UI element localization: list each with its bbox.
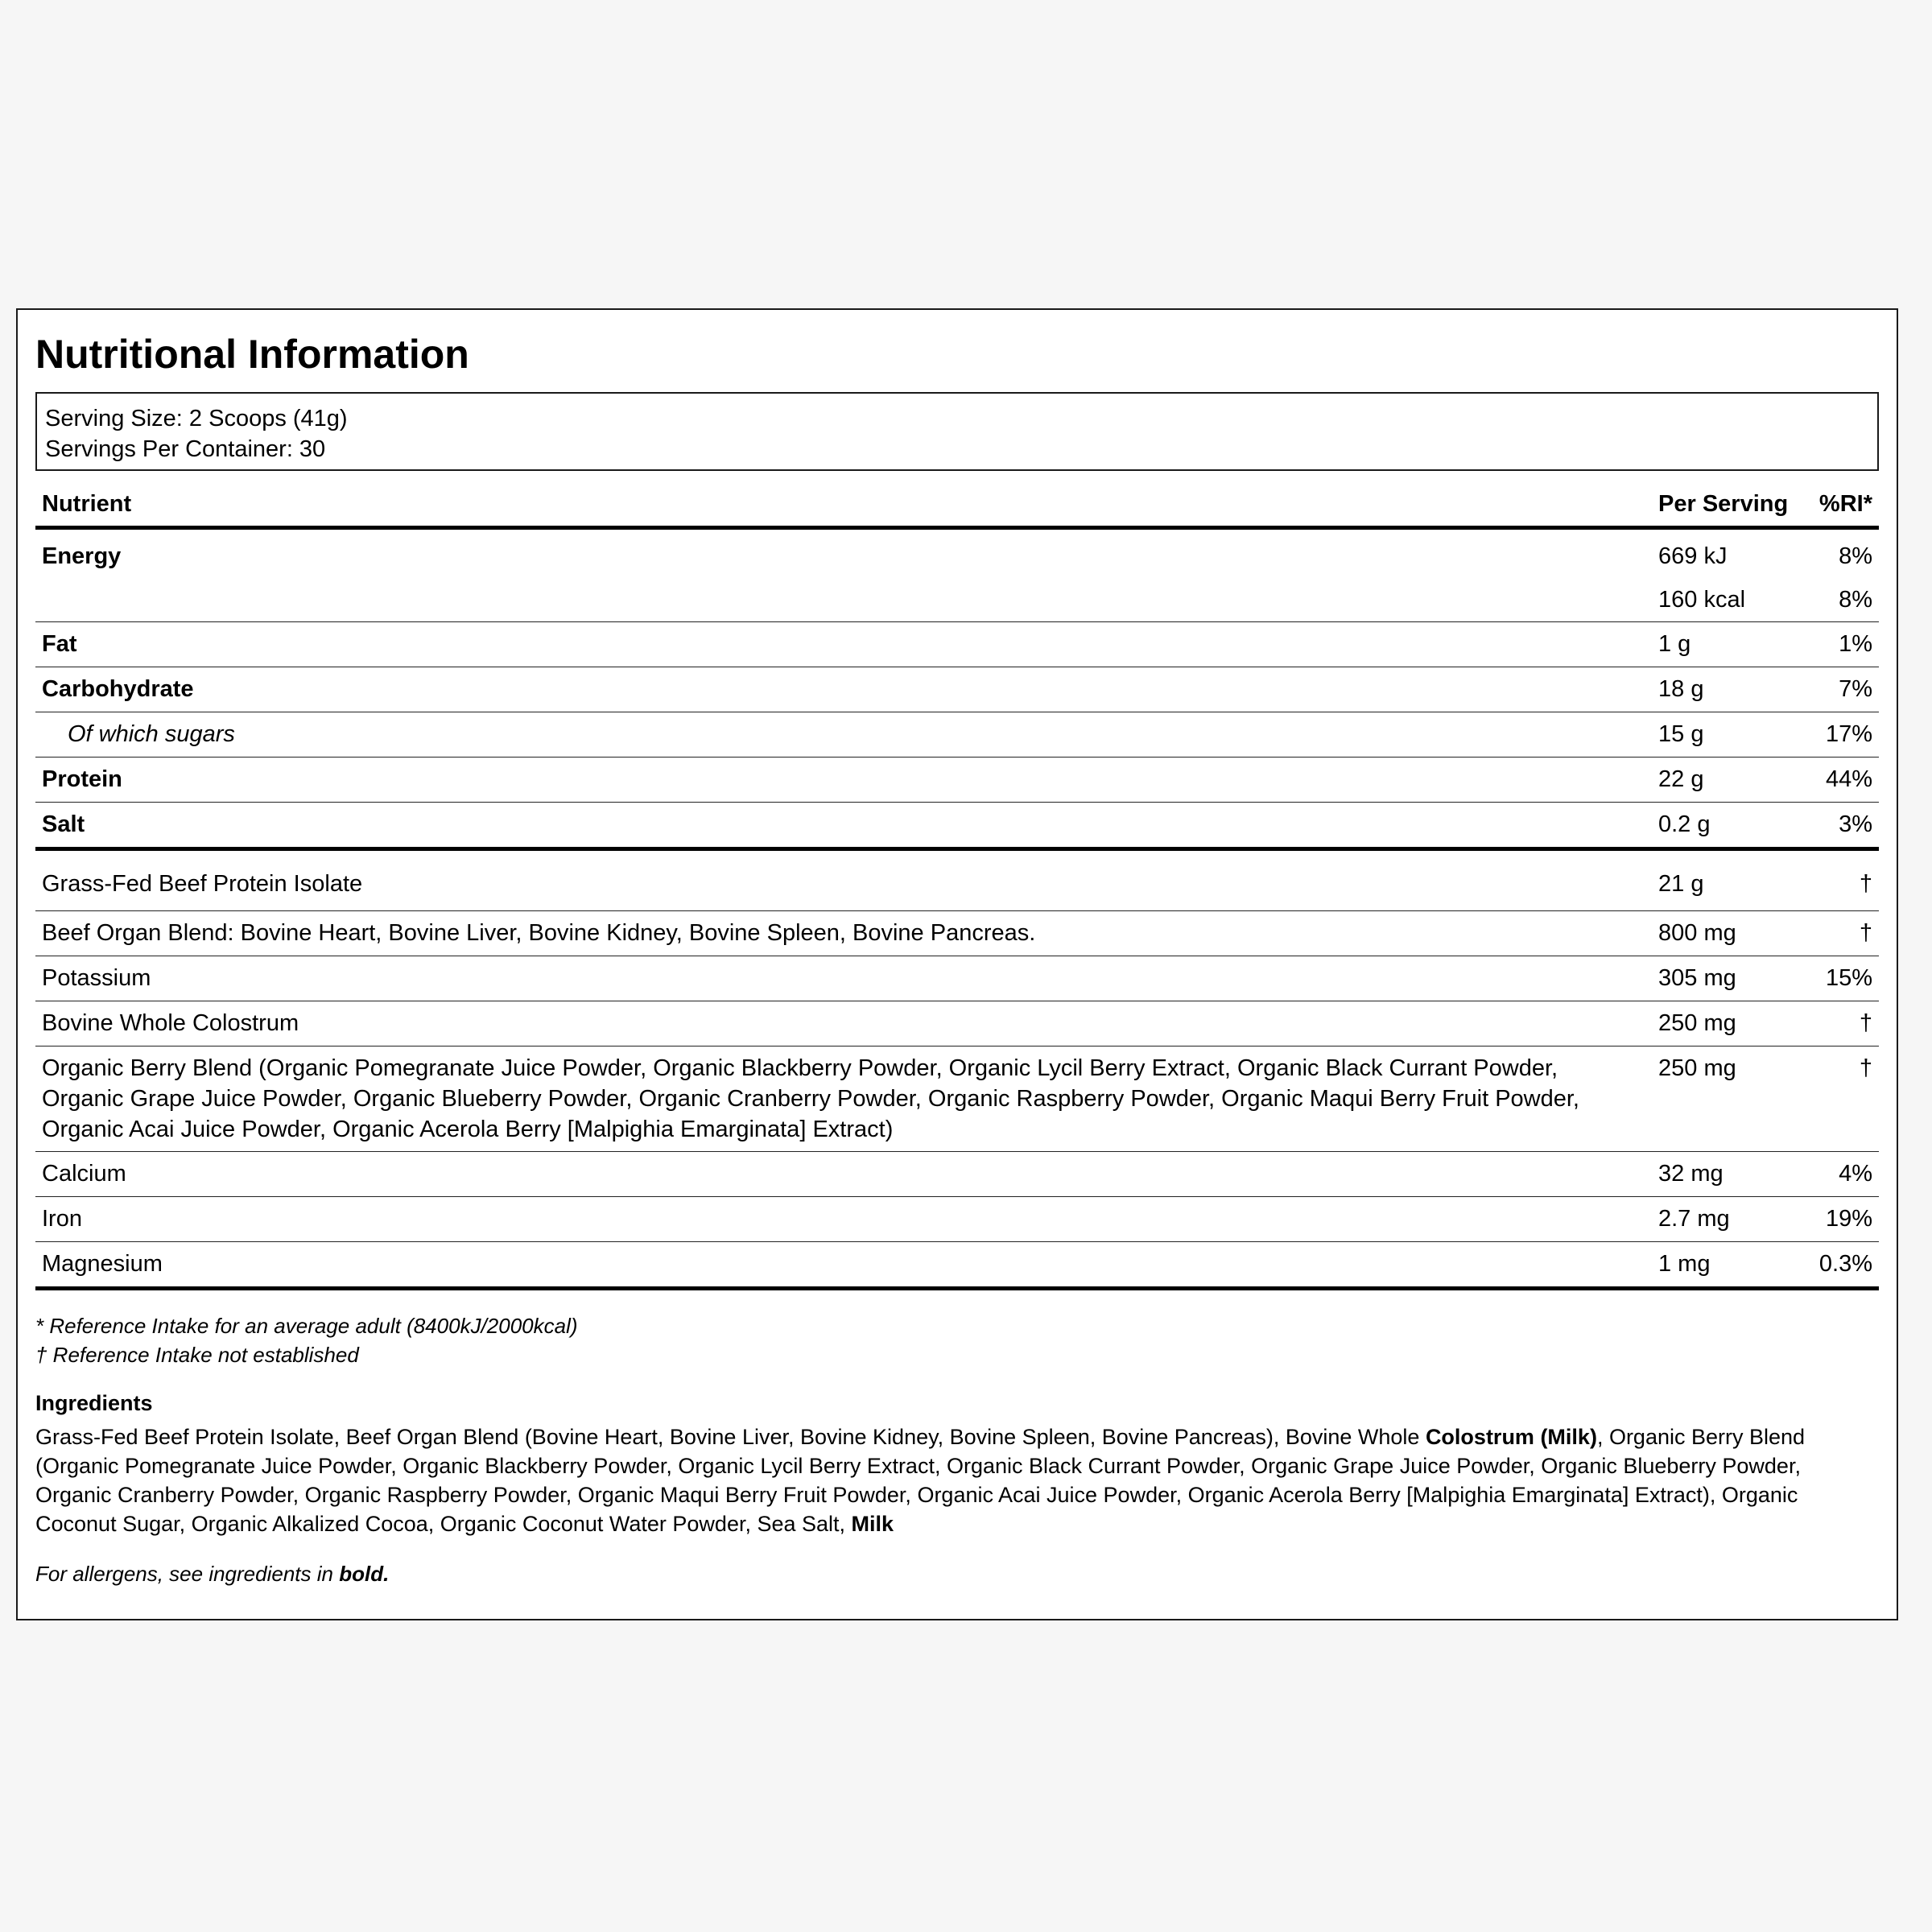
- ingredients-allergen-colostrum: Colostrum (Milk): [1425, 1425, 1597, 1449]
- nutrient-amount: 0.2 g: [1652, 803, 1802, 849]
- nutrient-ri: 8%: [1802, 578, 1879, 622]
- header-nutrient: Nutrient: [35, 482, 1652, 528]
- nutrient-amount: 15 g: [1652, 712, 1802, 758]
- table-row-beef-organ-blend: [35, 911, 1879, 956]
- nutrient-ri: †: [1802, 911, 1879, 956]
- header-ri: %RI*: [1802, 482, 1879, 528]
- serving-size: Serving Size: 2 Scoops (41g): [45, 406, 348, 431]
- dagger-footnote: † Reference Intake not established: [35, 1343, 359, 1367]
- nutrient-amount: 1 mg: [1652, 1242, 1802, 1289]
- nutrient-name: Beef Organ Blend: Bovine Heart, Bovine Liver, Bovine Kidney, Bovine Spleen, Bovine Pancreas.: [35, 911, 1652, 956]
- ri-footnote: * Reference Intake for an average adult (8400kJ/2000kcal): [35, 1314, 578, 1338]
- ingredients-part-2: , Organic Berry Blend (Organic Pomegranate Juice Powder, Organic Blackberry Powder, Organic Lycil Berry Extract, Organic Black Currant Powder, Organic Grape Juice Powder, Organic Blueberry Powder, Organic Cranberry Powder, Organic Raspberry Powder, Organic Maqui Berry Fruit Powder, Organic Acai Juice Powder, Organic Acerola Berry [Malpighia Emarginata] Extract), Organic Coconut Sugar, Organic Alkalized Cocoa, Organic Coconut Water Powder, Sea Salt,: [35, 1425, 1806, 1536]
- ingredients-title: Ingredients: [35, 1391, 153, 1415]
- nutrient-ri: 4%: [1802, 1152, 1879, 1197]
- table-row-protein: [35, 758, 1879, 803]
- nutrient-amount: 669 kJ: [1658, 543, 1728, 569]
- nutrient-name: Potassium: [35, 956, 1652, 1001]
- nutrient-ri: 17%: [1802, 712, 1879, 758]
- nutrient-name: Energy: [42, 543, 122, 569]
- nutrient-name: Carbohydrate: [35, 667, 1652, 712]
- nutrient-ri: †: [1802, 1046, 1879, 1152]
- nutrient-ri: 44%: [1802, 758, 1879, 803]
- table-row-salt: [35, 803, 1879, 849]
- nutrient-amount: 250 mg: [1652, 1001, 1802, 1046]
- nutrient-name: Iron: [35, 1197, 1652, 1242]
- table-row-magnesium: [35, 1242, 1879, 1289]
- nutrient-amount: 22 g: [1652, 758, 1802, 803]
- header-per-serving: Per Serving: [1652, 482, 1802, 528]
- nutrient-ri: 8%: [1839, 543, 1872, 569]
- nutrition-label: [16, 308, 1898, 1620]
- table-row-calcium: [35, 1152, 1879, 1197]
- allergen-bold: bold.: [339, 1562, 390, 1586]
- nutrient-ri: 15%: [1802, 956, 1879, 1001]
- table-row-iron: [35, 1197, 1879, 1242]
- nutrient-ri: 7%: [1802, 667, 1879, 712]
- nutrient-ri: 0.3%: [1802, 1242, 1879, 1289]
- table-row-carbohydrate: [35, 667, 1879, 712]
- table-row-sugars: [35, 712, 1879, 758]
- nutrient-name: Calcium: [35, 1152, 1652, 1197]
- nutrient-ri: 19%: [1802, 1197, 1879, 1242]
- table-row-fat: [35, 622, 1879, 667]
- nutrient-name: Protein: [35, 758, 1652, 803]
- nutrient-ri: 3%: [1802, 803, 1879, 849]
- nutrient-amount: 2.7 mg: [1652, 1197, 1802, 1242]
- table-row-colostrum: [35, 1001, 1879, 1046]
- ingredients-text: [35, 1422, 1879, 1538]
- nutrient-amount: 1 g: [1652, 622, 1802, 667]
- nutrient-ri: 1%: [1802, 622, 1879, 667]
- table-row-energy-kj: [35, 528, 1879, 579]
- nutrient-name: Magnesium: [35, 1242, 1652, 1289]
- nutrient-ri: †: [1802, 849, 1879, 911]
- nutrient-name: Organic Berry Blend (Organic Pomegranate Juice Powder, Organic Blackberry Powder, Organic Lycil Berry Extract, Organic Black Currant Powder, Organic Grape Juice Powder, Organic Blueberry Powder, Organic Cranberry Powder, Organic Raspberry Powder, Organic Maqui Berry Fruit Powder, Organic Acai Juice Powder, Organic Acerola Berry [Malpighia Emarginata] Extract): [35, 1046, 1652, 1152]
- table-row-beef-protein: [35, 849, 1879, 911]
- nutrient-amount: 800 mg: [1652, 911, 1802, 956]
- ingredients-allergen-milk: Milk: [851, 1512, 894, 1536]
- footnotes: [35, 1311, 1879, 1369]
- nutrient-name-empty: [35, 578, 1652, 622]
- nutrition-table: [35, 482, 1879, 1290]
- page-title: Nutritional Information: [35, 332, 469, 377]
- nutrient-amount: 250 mg: [1652, 1046, 1802, 1152]
- allergen-text: For allergens, see ingredients in: [35, 1562, 340, 1586]
- nutrient-name: Bovine Whole Colostrum: [35, 1001, 1652, 1046]
- nutrient-name: Fat: [35, 622, 1652, 667]
- table-row-potassium: [35, 956, 1879, 1001]
- table-row-energy-kcal: [35, 578, 1879, 622]
- nutrient-amount: 18 g: [1652, 667, 1802, 712]
- table-header-row: [35, 482, 1879, 528]
- nutrient-amount: 160 kcal: [1652, 578, 1802, 622]
- nutrient-name: Of which sugars: [35, 712, 1652, 758]
- nutrient-name: Salt: [35, 803, 1652, 849]
- nutrient-amount: 21 g: [1652, 849, 1802, 911]
- table-row-berry-blend: [35, 1046, 1879, 1152]
- servings-per-container: Servings Per Container: 30: [45, 436, 326, 462]
- nutrient-amount: 305 mg: [1652, 956, 1802, 1001]
- allergen-note: [35, 1559, 1879, 1588]
- nutrient-amount: 32 mg: [1652, 1152, 1802, 1197]
- nutrient-name: Grass-Fed Beef Protein Isolate: [35, 849, 1652, 911]
- serving-info-box: [35, 392, 1879, 471]
- nutrient-ri: †: [1802, 1001, 1879, 1046]
- ingredients-part-1: Grass-Fed Beef Protein Isolate, Beef Organ Blend (Bovine Heart, Bovine Liver, Bovine Kidney, Bovine Spleen, Bovine Pancreas), Bovine Whole: [35, 1425, 1426, 1449]
